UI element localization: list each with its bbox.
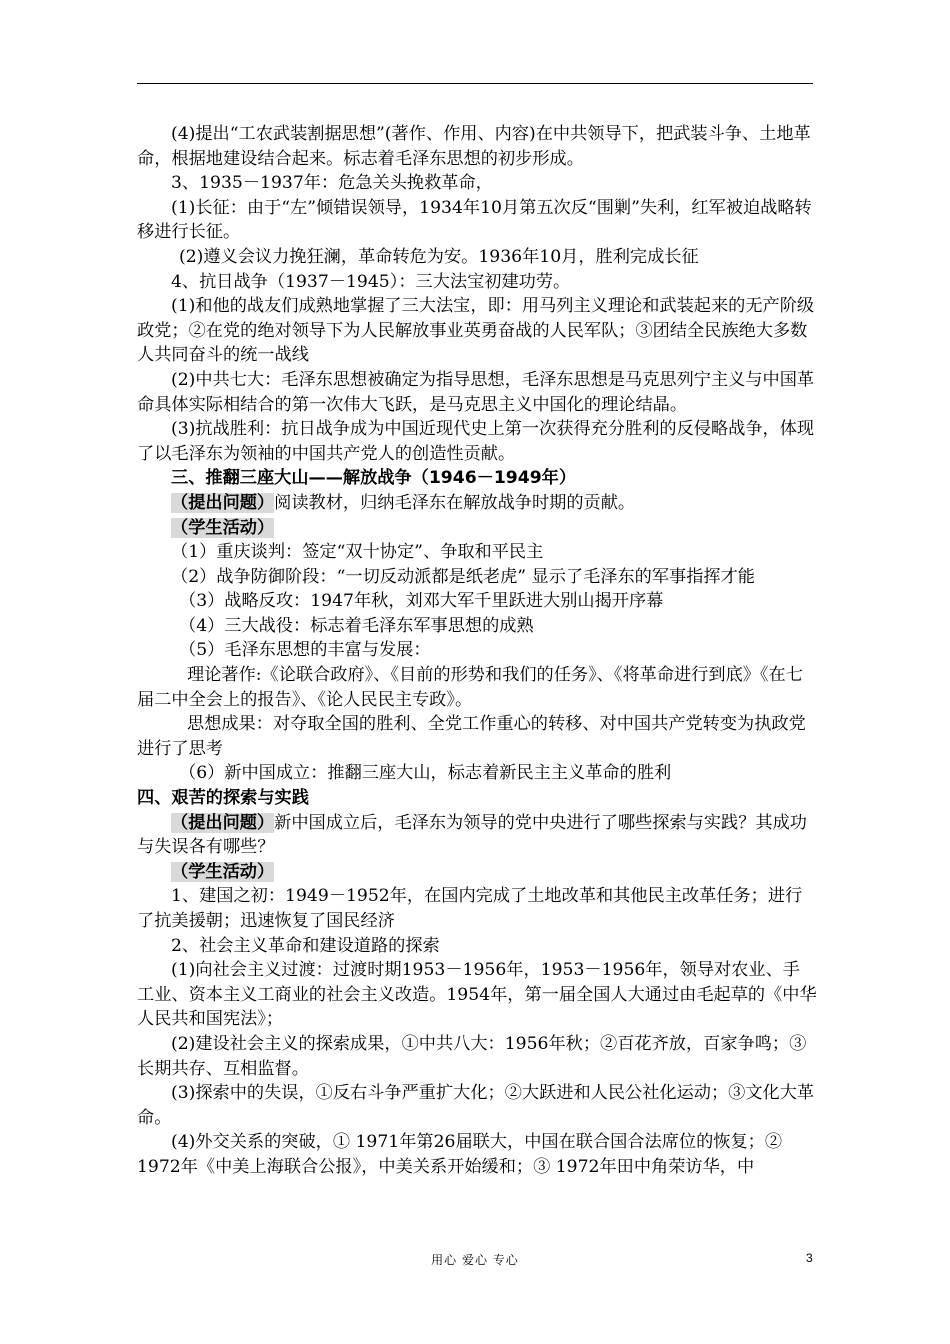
paragraph [137,761,817,786]
paragraph [137,1032,817,1081]
paragraph [137,565,817,590]
paragraph [137,638,817,663]
paragraph-text: (1)向社会主义过渡：过渡时期1953－1956年，1953－1956年，领导对农业、手工业、资本主义工商业的社会主义改造。1954年，第一届全国人大通过由毛起草的《中华人民共和国宪法》； [137,960,817,1030]
paragraph [137,1130,817,1179]
paragraph [137,884,817,933]
paragraph [137,589,817,614]
paragraph [137,614,817,639]
paragraph-text: （6）新中国成立：推翻三座大山，标志着新民主主义革命的胜利 [179,763,672,784]
paragraph-text: （2）战争防御阶段：“一切反动派都是纸老虎” 显示了毛泽东的军事指挥才能 [171,566,755,587]
footer-text: 用心 爱心 专心 [431,1253,519,1267]
section-tag: （提出问题） [171,492,275,513]
page-number: 3 [806,1251,813,1265]
paragraph-text: (2)建设社会主义的探索成果，①中共八大：1956年秋；②百花齐放，百家争鸣；③长期共存、互相监督。 [137,1033,807,1079]
paragraph [137,540,817,565]
paragraph [137,958,817,1032]
paragraph-text: (3)抗战胜利：抗日战争成为中国近现代史上第一次获得充分胜利的反侵略战争，体现了以毛泽东为领袖的中国共产党人的创造性贡献。 [137,419,815,464]
paragraph [137,368,817,417]
paragraph [137,786,817,811]
section-tag: （学生活动） [171,861,275,882]
paragraph-text: (4)外交关系的突破，① 1971年第26届联大，中国在联合国合法席位的恢复；② 1972年《中美上海联合公报》，中美关系开始缓和；③ 1972年田中角荣访华，中 [137,1132,783,1177]
paragraph [137,1081,817,1130]
paragraph [137,171,817,196]
paragraph-text: 四、艰苦的探索与实践 [137,788,309,809]
paragraph-text: 阅读教材，归纳毛泽东在解放战争时期的贡献。 [274,492,636,513]
paragraph [137,294,817,368]
paragraph [137,466,817,491]
paragraph [137,491,817,516]
paragraph [137,417,817,466]
section-tag: （学生活动） [171,517,275,538]
paragraph-text: (2)遵义会议力挽狂澜，革命转危为安。1936年10月，胜利完成长征 [179,246,699,267]
paragraph [137,860,817,885]
paragraph-text: （5）毛泽东思想的丰富与发展： [179,640,431,661]
paragraph-text: 三、推翻三座大山——解放战争（1946－1949年） [171,468,577,489]
paragraph-text: 1、建国之初：1949－1952年，在国内完成了土地改革和其他民主改革任务；进行了抗美援朝；迅速恢复了国民经济 [137,886,803,931]
paragraph-text: 新中国成立后，毛泽东为领导的党中央进行了哪些探索与实践？其成功与失误各有哪些？ [137,812,807,858]
paragraph [137,270,817,295]
paragraph-text: (2)中共七大：毛泽东思想被确定为指导思想，毛泽东思想是马克思列宁主义与中国革命具体实际相结合的第一次伟大飞跃，是马克思主义中国化的理论结晶。 [137,369,815,415]
paragraph-text: （3）战略反攻：1947年秋，刘邓大军千里跃进大别山揭开序幕 [179,591,664,612]
paragraph-text: （4）三大战役：标志着毛泽东军事思想的成熟 [179,615,534,636]
document-body [137,122,817,1180]
section-tag: （提出问题） [171,812,275,833]
paragraph-text: (1)长征：由于“左”倾错误领导，1934年10月第五次反“围剿”失利，红军被迫战略转移进行长征。 [137,197,812,243]
paragraph [137,196,817,245]
paragraph-text: 3、1935－1937年：危急关头挽救革命， [171,173,493,194]
paragraph [137,245,817,270]
paragraph [137,712,817,761]
paragraph-text: 2、社会主义革命和建设道路的探索 [171,935,440,956]
paragraph [137,122,817,171]
page-footer [0,1251,950,1271]
paragraph-text: 思想成果：对夺取全国的胜利、全党工作重心的转移、对中国共产党转变为执政党进行了思考 [137,714,806,759]
paragraph-text: (4)提出“工农武装割据思想”(著作、作用、内容)在中共领导下，把武装斗争、土地革命，根据地建设结合起来。标志着毛泽东思想的初步形成。 [137,124,811,169]
paragraph [137,516,817,541]
paragraph [137,663,817,712]
paragraph-text: 4、抗日战争（1937－1945）：三大法宝初建功劳。 [171,271,571,292]
paragraph [137,934,817,959]
header-rule [137,83,813,84]
paragraph-text: 理论著作:《论联合政府》、《目前的形势和我们的任务》、《将革命进行到底》《在七届二中全会上的报告》、《论人民民主专政》。 [137,665,803,710]
paragraph [137,811,817,860]
paragraph-text: (3)探索中的失误，①反右斗争严重扩大化；②大跃进和人民公社化运动；③文化大革命。 [137,1083,815,1128]
paragraph-text: (1)和他的战友们成熟地掌握了三大法宝，即：用马列主义理论和武装起来的无产阶级政党；②在党的绝对领导下为人民解放事业英勇奋战的人民军队；③团结全民族绝大多数人共同奋斗的统一战线 [137,296,815,366]
paragraph-text: （1）重庆谈判：签定“双十协定”、争取和平民主 [171,542,544,563]
